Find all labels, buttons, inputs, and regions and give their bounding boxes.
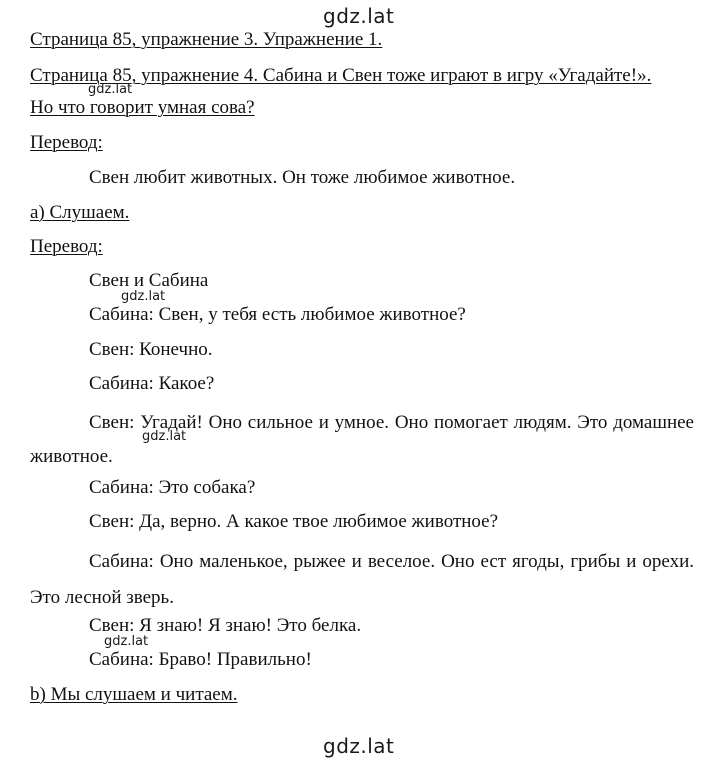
dialogue-line: Сабина: Оно маленькое, рыжее и веселое. Оно ест ягоды, грибы и орехи. Это лесной зверь.: [30, 551, 694, 608]
part-b-label: b) Мы слушаем и читаем.: [30, 684, 238, 705]
part-a-label: а) Слушаем.: [30, 202, 130, 223]
dialogue-line: Сабина: Это собака?: [89, 477, 256, 498]
dialogue-line: Свен: Конечно.: [89, 339, 213, 360]
exercise-4-heading-line-2: Но что говорит умная сова?: [30, 97, 255, 118]
watermark-top: gdz.lat: [323, 4, 395, 28]
translation-label-1: Перевод:: [30, 132, 103, 153]
owl-translation: Свен любит животных. Он тоже любимое животное.: [89, 167, 516, 188]
translation-label-2: Перевод:: [30, 236, 103, 257]
exercise-3-heading: Страница 85, упражнение 3. Упражнение 1.: [30, 29, 383, 50]
watermark-inline-2: gdz.lat: [121, 289, 166, 304]
watermark-bottom: gdz.lat: [323, 734, 395, 758]
watermark-inline-3: gdz.lat: [142, 429, 187, 444]
dialogue-line: Свен: Я знаю! Я знаю! Это белка.: [89, 615, 362, 636]
dialogue-line: Сабина: Какое?: [89, 373, 215, 394]
dialogue-line: Свен: Угадай! Оно сильное и умное. Оно помогает людям. Это домашнее животное.: [30, 412, 694, 467]
dialogue-line: Сабина: Браво! Правильно!: [89, 649, 312, 670]
exercise-4-heading-line-1: Страница 85, упражнение 4. Сабина и Свен тоже играют в игру «Угадайте!».: [30, 65, 652, 86]
watermark-inline-4: gdz.lat: [104, 634, 149, 649]
dialogue-title: Свен и Сабина: [89, 270, 209, 291]
dialogue-line: Свен: Да, верно. А какое твое любимое животное?: [89, 511, 499, 532]
dialogue-line: Сабина: Свен, у тебя есть любимое животное?: [89, 304, 466, 325]
watermark-inline-1: gdz.lat: [88, 82, 133, 97]
